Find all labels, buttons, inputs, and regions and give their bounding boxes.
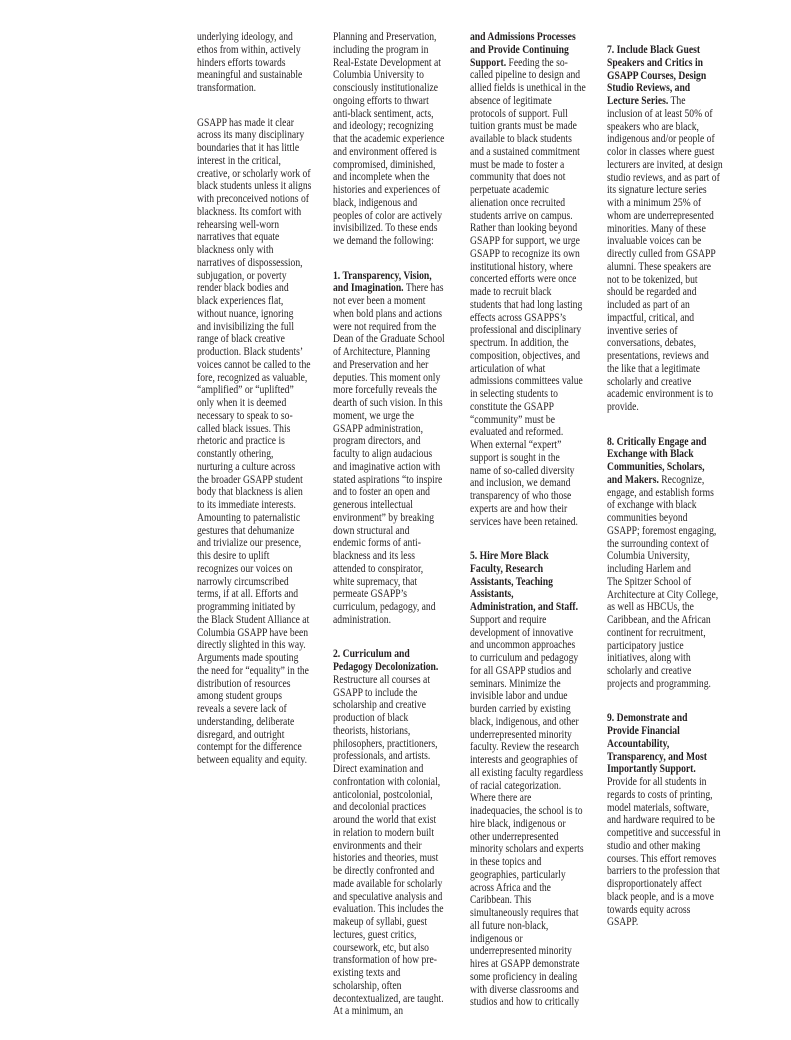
text-line: studios and how to critically [470, 995, 580, 1009]
text-line: seminars. Minimize the [470, 676, 561, 690]
text-line: when bold plans and actions [333, 306, 443, 320]
text-line: must be made to foster a [470, 157, 565, 171]
text-line: GSAPP to recognize its own [470, 246, 580, 260]
text-line: underrepresented minority [470, 944, 572, 958]
text-line: Support and require [470, 612, 547, 626]
text-line: scholarly and creative [607, 664, 692, 677]
text-line: all future non-black, [470, 918, 549, 932]
text-line: necessary to speak to so- [197, 408, 293, 422]
demand-heading-text: Accountability, [607, 736, 670, 750]
text-line: constitute the GSAPP [470, 399, 554, 413]
text-line: blackness only with [197, 243, 274, 256]
text-line: GSAPP for support, we urge [470, 234, 580, 247]
demand-heading-text: and Admissions Processes [470, 30, 576, 43]
text-line: administration. [333, 612, 391, 626]
text-line: students that had long lasting [470, 297, 583, 311]
text-line: we demand the following: [333, 234, 434, 247]
text-line: its signature lecture series [607, 183, 707, 197]
text-line: philosophers, practitioners, [333, 736, 438, 750]
text-line: hinders efforts towards [197, 55, 286, 69]
text-line: and decolonial practices [333, 800, 426, 814]
text-line: invaluable voices can be [607, 234, 702, 248]
text-line: decontextualized, are taught. [333, 991, 444, 1005]
paragraph [470, 550, 603, 1009]
text-line: towards equity across [607, 902, 691, 916]
demand-heading-text: 5. Hire More Black [470, 549, 549, 562]
text-line [607, 95, 740, 108]
text-line: called pipeline to design and [470, 68, 581, 82]
text-line: confrontation with colonial, [333, 774, 441, 788]
text-line: subjugation, or poverty [197, 268, 287, 282]
text-line: interest in the critical, [197, 153, 281, 167]
text-line: community that does not [470, 170, 566, 184]
text-line: were not required from the [333, 319, 437, 333]
text-line: across its many disciplinary [197, 128, 305, 142]
text-line: geographies, particularly [470, 867, 566, 881]
text-line: burden carried by existing [470, 702, 571, 715]
text-line: coursework, etc, but also [333, 940, 429, 954]
text-line: Columbia GSAPP have been [197, 625, 309, 639]
text-line: only when it is deemed [197, 396, 287, 409]
text-line: stated aspirations “to inspire [333, 472, 443, 486]
text-line: allied fields is unethical in the [470, 81, 586, 94]
text-line: voices cannot be called to the [197, 357, 311, 371]
text-line: made available for scholarly [333, 876, 443, 890]
text-line: the need for “equality” in the [197, 663, 309, 677]
text-line: GSAPP has made it clear [197, 115, 294, 129]
text-line: compromised, diminished, [333, 157, 436, 171]
text-line: with diverse classrooms and [470, 982, 579, 996]
demand-heading-text: Communities, Scholars, [607, 460, 705, 473]
text-line: Architecture at City College, [607, 587, 719, 601]
text-line: development of innovative [470, 625, 574, 639]
text-line: and environment offered is [333, 144, 437, 158]
text-line: body that blackness is alien [197, 485, 303, 499]
text-line [470, 601, 603, 614]
text-line: environments and their [333, 838, 422, 852]
paragraph [607, 44, 740, 414]
text-line: students arrive on campus. [470, 208, 573, 222]
text-line: alienation once recruited [470, 195, 566, 209]
text-line: initiatives, along with [607, 651, 691, 665]
text-line: of Architecture, Planning [333, 345, 431, 358]
demand-heading-text: Speakers and Critics in [607, 55, 703, 69]
text-line: narrowly circumscribed [197, 574, 289, 588]
text-line: contempt for the difference [197, 740, 302, 754]
text-line: theorists, historians, [333, 723, 411, 737]
text-line: projects and programming. [607, 676, 711, 690]
demand-heading-text: GSAPP Courses, Design [607, 68, 707, 82]
text-line: ethos from within, actively [197, 42, 301, 56]
text-line: simultaneously requires that [470, 906, 579, 919]
text-line: GSAPP; foremost engaging, [607, 523, 717, 537]
text-line: admissions committees value [470, 374, 583, 388]
text-line: and inclusion, we demand [470, 476, 571, 490]
text-line: provide. [607, 400, 639, 413]
text-line: disproportionately affect [607, 877, 702, 890]
text-line: impactful, critical, and [607, 310, 695, 324]
text-line: narratives of dispossession, [197, 255, 303, 269]
text-line: that the academic experience [333, 132, 445, 145]
text-line: with preconceived notions of [197, 192, 309, 205]
text-line: deputies. This moment only [333, 370, 441, 384]
text-line: lecturers are invited, at design [607, 157, 723, 171]
text-line: called black issues. This [197, 421, 291, 435]
text-line: white supremacy, that [333, 574, 418, 588]
paragraph [333, 648, 466, 1018]
text-line: spectrum. In addition, the [470, 336, 569, 349]
text-line: Columbia University to [333, 68, 424, 82]
text-line: program directors, and [333, 434, 421, 448]
text-line: including the program in [333, 42, 429, 56]
text-line: production of black [333, 711, 409, 724]
text-line: support is sought in the [470, 450, 560, 464]
text-line: Direct examination and [333, 762, 424, 775]
text-line: generous intellectual [333, 498, 413, 511]
text-line: environment” by breaking [333, 510, 435, 524]
text-line: narratives that equate [197, 230, 280, 244]
text-line: of exchange with black [607, 498, 697, 512]
paragraph [197, 117, 330, 767]
text-line: range of black creative [197, 332, 285, 346]
paragraph [470, 31, 603, 528]
text-line: experts are and how their [470, 501, 568, 515]
text-line: Columbia University, [607, 549, 690, 563]
text-line: this desire to uplift [197, 549, 270, 562]
text-line: peoples of color are actively [333, 208, 443, 222]
text-line: moment, we urge the [333, 408, 415, 422]
text-line: transparency of who those [470, 489, 572, 502]
text-line: speakers who are black, [607, 119, 699, 133]
text-line: composition, objectives, and [470, 348, 581, 362]
text-line: recognizes our voices on [197, 561, 293, 575]
text-line: studio reviews, and as part of [607, 170, 720, 184]
text-line: to its immediate interests. [197, 498, 296, 511]
demand-heading-text: Lecture Series. [607, 94, 669, 107]
demand-heading-text: Administration, and Staff. [470, 600, 579, 613]
text-line: around the world that exist [333, 813, 437, 826]
text-line [333, 661, 466, 674]
text-line: Provide for all students in [607, 775, 707, 788]
text-line: disregard, and outright [197, 727, 285, 741]
text-line: evaluation. This includes the [333, 902, 444, 916]
demand-heading-text: Studio Reviews, and [607, 81, 691, 95]
text-line: the broader GSAPP student [197, 472, 303, 486]
demand-heading-text: Importantly Support. [607, 762, 696, 776]
text-line: services have been retained. [470, 514, 578, 528]
text-line: reveals a severe lack of [197, 702, 287, 715]
text-line: existing texts and [333, 966, 401, 979]
text-line: and speculative analysis and [333, 889, 443, 903]
text-line: not to be tokenized, but [607, 272, 698, 286]
text-line: be directly confronted and [333, 864, 435, 877]
text-line: Real-Estate Development at [333, 55, 441, 69]
text-column-3 [470, 31, 603, 1031]
demand-heading-text: Assistants, Teaching [470, 574, 553, 588]
text-line: creative, or scholarly work of [197, 166, 311, 180]
text-line: and invisibilizing the full [197, 319, 295, 333]
text-line: anticolonial, postcolonial, [333, 787, 433, 801]
text-line: lectures, guest critics, [333, 927, 417, 941]
text-line: evaluated and reformed. [470, 425, 564, 439]
demand-heading-text: Assistants, [470, 587, 514, 601]
demand-heading-text: Pedagogy Decolonization. [333, 660, 439, 673]
text-line: minority scholars and experts [470, 842, 584, 856]
text-line: Caribbean, and the African [607, 613, 711, 626]
demand-heading-text: and Makers. [607, 472, 659, 486]
text-line: Caribbean. This [470, 893, 532, 907]
text-line: dearth of such vision. In this [333, 396, 443, 409]
text-line: constantly othering, [197, 447, 274, 460]
text-line: render black bodies and [197, 281, 289, 295]
text-line: endemic forms of anti- [333, 536, 421, 550]
text-line: concerted efforts were once [470, 272, 577, 286]
text-line: scholarly and creative [607, 374, 692, 388]
text-line: minorities. Many of these [607, 221, 706, 235]
body-text: Recognize, [658, 472, 705, 486]
text-line: programming initiated by [197, 600, 296, 613]
text-line: nurturing a culture across [197, 459, 296, 473]
text-line: whom are underrepresented [607, 208, 714, 222]
demand-heading-text: 2. Curriculum and [333, 647, 410, 661]
text-line: and ideology; recognizing [333, 119, 434, 133]
text-line: indigenous and/or people of [607, 132, 715, 146]
text-line: academic environment is to [607, 387, 714, 401]
text-line: production. Black students’ [197, 345, 304, 358]
paragraph [197, 31, 330, 95]
text-line: and hardware required to be [607, 813, 715, 827]
text-line: scholarship, often [333, 978, 402, 992]
text-line: indigenous or [470, 931, 523, 945]
text-line: effects across GSAPPS’s [470, 310, 567, 324]
text-line: Dean of the Graduate School [333, 332, 445, 346]
text-line: protocols of support. Full [470, 106, 568, 120]
text-line: When external “expert” [470, 438, 562, 451]
text-line: GSAPP administration, [333, 421, 424, 435]
text-line: in selecting students to [470, 387, 558, 400]
paragraph [607, 436, 740, 691]
body-text: The [668, 94, 686, 107]
text-line: and uncommon approaches [470, 638, 576, 652]
demand-heading-text: Exchange with Black [607, 447, 694, 461]
text-line: scholarship and creative [333, 698, 426, 712]
text-line: professional and disciplinary [470, 323, 582, 337]
text-line: blackness and its less [333, 549, 416, 562]
text-line: histories and theories, must [333, 851, 439, 865]
text-line: alumni. These speakers are [607, 259, 712, 273]
demand-heading-text: Provide Financial [607, 724, 680, 737]
text-line: more forcefully reveals the [333, 383, 437, 397]
text-line: invisibilized. To these ends [333, 221, 438, 235]
text-line: black students unless it aligns [197, 179, 312, 193]
text-line: included as part of an [607, 298, 690, 311]
text-line: for all GSAPP studios and [470, 663, 572, 677]
text-line: black, indigenous and [333, 195, 418, 209]
text-line: The Spitzer School of [607, 574, 692, 588]
text-line: professionals, and artists. [333, 749, 431, 763]
text-line: the surrounding context of [607, 536, 709, 550]
text-column-4 [607, 44, 740, 951]
text-line: the like that a legitimate [607, 361, 700, 375]
text-line: blackness. Its comfort with [197, 204, 302, 218]
demand-heading-text: 9. Demonstrate and [607, 711, 688, 725]
text-line: and Preservation and her [333, 357, 429, 371]
text-line: directly culled from GSAPP [607, 247, 716, 260]
text-line: hires at GSAPP demonstrate [470, 957, 580, 970]
text-line: to curriculum and pedagogy [470, 651, 579, 664]
text-line: all existing faculty regardless [470, 765, 584, 779]
text-line: curriculum, pedagogy, and [333, 600, 436, 613]
text-line: Amounting to paternalistic [197, 510, 301, 524]
text-line: At a minimum, an [333, 1004, 404, 1018]
text-line: histories and experiences of [333, 183, 441, 196]
text-line: barriers to the profession that [607, 864, 720, 878]
text-line: absence of legitimate [470, 93, 552, 107]
text-line: anti-black sentiment, acts, [333, 106, 434, 120]
text-line: underlying ideology, and [197, 30, 293, 43]
text-line: perpetuate academic [470, 183, 549, 196]
text-line: boundaries that it has little [197, 141, 300, 154]
text-line: transformation of how pre- [333, 953, 437, 967]
text-line: terms, if at all. Efforts and [197, 587, 299, 601]
text-line: inclusion of at least 50% of [607, 106, 713, 120]
text-line: and incomplete when the [333, 170, 430, 184]
text-line: courses. This effort removes [607, 851, 717, 865]
text-line: studio and other making [607, 838, 701, 852]
text-line: engage, and establish forms [607, 485, 714, 499]
text-line: color in classes where guest [607, 145, 715, 158]
text-line: faculty. Review the research [470, 740, 579, 754]
text-line: gestures that dehumanize [197, 523, 295, 537]
text-line: without nuance, ignoring [197, 306, 294, 320]
demand-heading-text: Faculty, Research [470, 561, 544, 575]
text-line: inventive series of [607, 323, 678, 337]
text-line: and trivialize our presence, [197, 536, 302, 550]
text-line: permeate GSAPP’s [333, 587, 408, 601]
text-column-1 [197, 31, 330, 789]
text-line: black, indigenous, and other [470, 714, 579, 728]
text-line: “amplified” or “uplifted” [197, 383, 294, 397]
text-line: and to foster an open and [333, 485, 431, 499]
text-line: regards to costs of printing, [607, 787, 713, 801]
text-line: tuition grants must be made [470, 119, 577, 133]
text-column-2 [333, 31, 466, 1040]
text-line: in these topics and [470, 855, 542, 868]
text-line: continent for recruitment, [607, 625, 706, 639]
text-line: transformation. [197, 81, 257, 94]
text-line: of racial categorization. [470, 778, 562, 792]
text-line [607, 474, 740, 487]
text-line: Restructure all courses at [333, 672, 431, 686]
text-line: fore, recognized as valuable, [197, 370, 308, 384]
text-line: Rather than looking beyond [470, 221, 578, 235]
text-line: presentations, reviews and [607, 349, 709, 362]
demand-heading-text: 8. Critically Engage and [607, 434, 707, 448]
text-line: Planning and Preservation, [333, 30, 437, 43]
paragraph [607, 712, 740, 929]
paragraph [333, 31, 466, 248]
text-line: and imaginative action with [333, 459, 441, 473]
text-line: makeup of syllabi, guest [333, 915, 428, 928]
text-line: interests and geographies of [470, 753, 578, 766]
demand-heading-text: Support. [470, 55, 507, 69]
text-line: attended to conspirator, [333, 561, 424, 575]
text-line: underrepresented minority [470, 727, 572, 741]
text-line: Where there are [470, 791, 532, 805]
body-text: There has [403, 281, 444, 295]
text-line: competitive and successful in [607, 826, 721, 839]
text-line: between equality and equity. [197, 753, 308, 766]
text-line: among student groups [197, 689, 282, 703]
text-line: inadequacies, the school is to [470, 804, 583, 817]
demand-heading-text: 1. Transparency, Vision, [333, 268, 432, 282]
text-line: understanding, deliberate [197, 714, 295, 728]
demand-heading-text: and Provide Continuing [470, 42, 569, 56]
text-line: invisible labor and undue [470, 689, 568, 703]
text-line: down structural and [333, 523, 410, 537]
paragraph [333, 270, 466, 627]
demand-heading-text: and Imagination. [333, 281, 404, 295]
text-line: the Black Student Alliance at [197, 612, 310, 626]
text-line: meaningful and sustainable [197, 68, 303, 82]
demand-heading-text: Transparency, and Most [607, 749, 707, 763]
text-line: conversations, debates, [607, 336, 696, 350]
text-line: model materials, software, [607, 800, 710, 814]
body-text: Feeding the so- [506, 55, 568, 69]
text-line: hire black, indigenous or [470, 816, 566, 830]
text-line: including Harlem and [607, 562, 691, 575]
text-line: available to black students [470, 132, 572, 145]
text-line: directly slighted in this way. [197, 638, 306, 652]
text-line: distribution of resources [197, 676, 291, 690]
text-line: name of so-called diversity [470, 463, 575, 477]
text-line: not ever been a moment [333, 294, 426, 307]
text-line: consciously institutionalize [333, 81, 439, 94]
text-line: “community” must be [470, 412, 555, 426]
text-line: rehearsing well-worn [197, 217, 280, 231]
text-line: other underrepresented [470, 829, 559, 843]
text-line: articulation of what [470, 361, 546, 375]
text-line: as well as HBCUs, the [607, 600, 694, 614]
text-line: and a sustained commitment [470, 144, 580, 158]
text-line: faculty to align audacious [333, 447, 433, 460]
text-line: participatory justice [607, 638, 684, 652]
text-line: black people, and is a move [607, 889, 714, 903]
text-line: institutional history, where [470, 259, 573, 273]
text-line: some proficiency in dealing [470, 969, 578, 983]
text-line: ongoing efforts to thwart [333, 93, 429, 107]
demand-heading-text: 7. Include Black Guest [607, 43, 701, 56]
text-line: should be regarded and [607, 285, 697, 299]
text-line: made to recruit black [470, 285, 552, 298]
text-line: with a minimum 25% of [607, 196, 702, 209]
text-line: black experiences flat, [197, 294, 284, 307]
text-line: rhetoric and practice is [197, 434, 285, 448]
text-line: Arguments made spouting [197, 651, 299, 664]
text-line: in relation to modern built [333, 825, 435, 839]
text-line: GSAPP. [607, 915, 639, 929]
text-line: communities beyond [607, 511, 688, 524]
text-line: across Africa and the [470, 880, 551, 894]
text-line: GSAPP to include the [333, 685, 418, 699]
